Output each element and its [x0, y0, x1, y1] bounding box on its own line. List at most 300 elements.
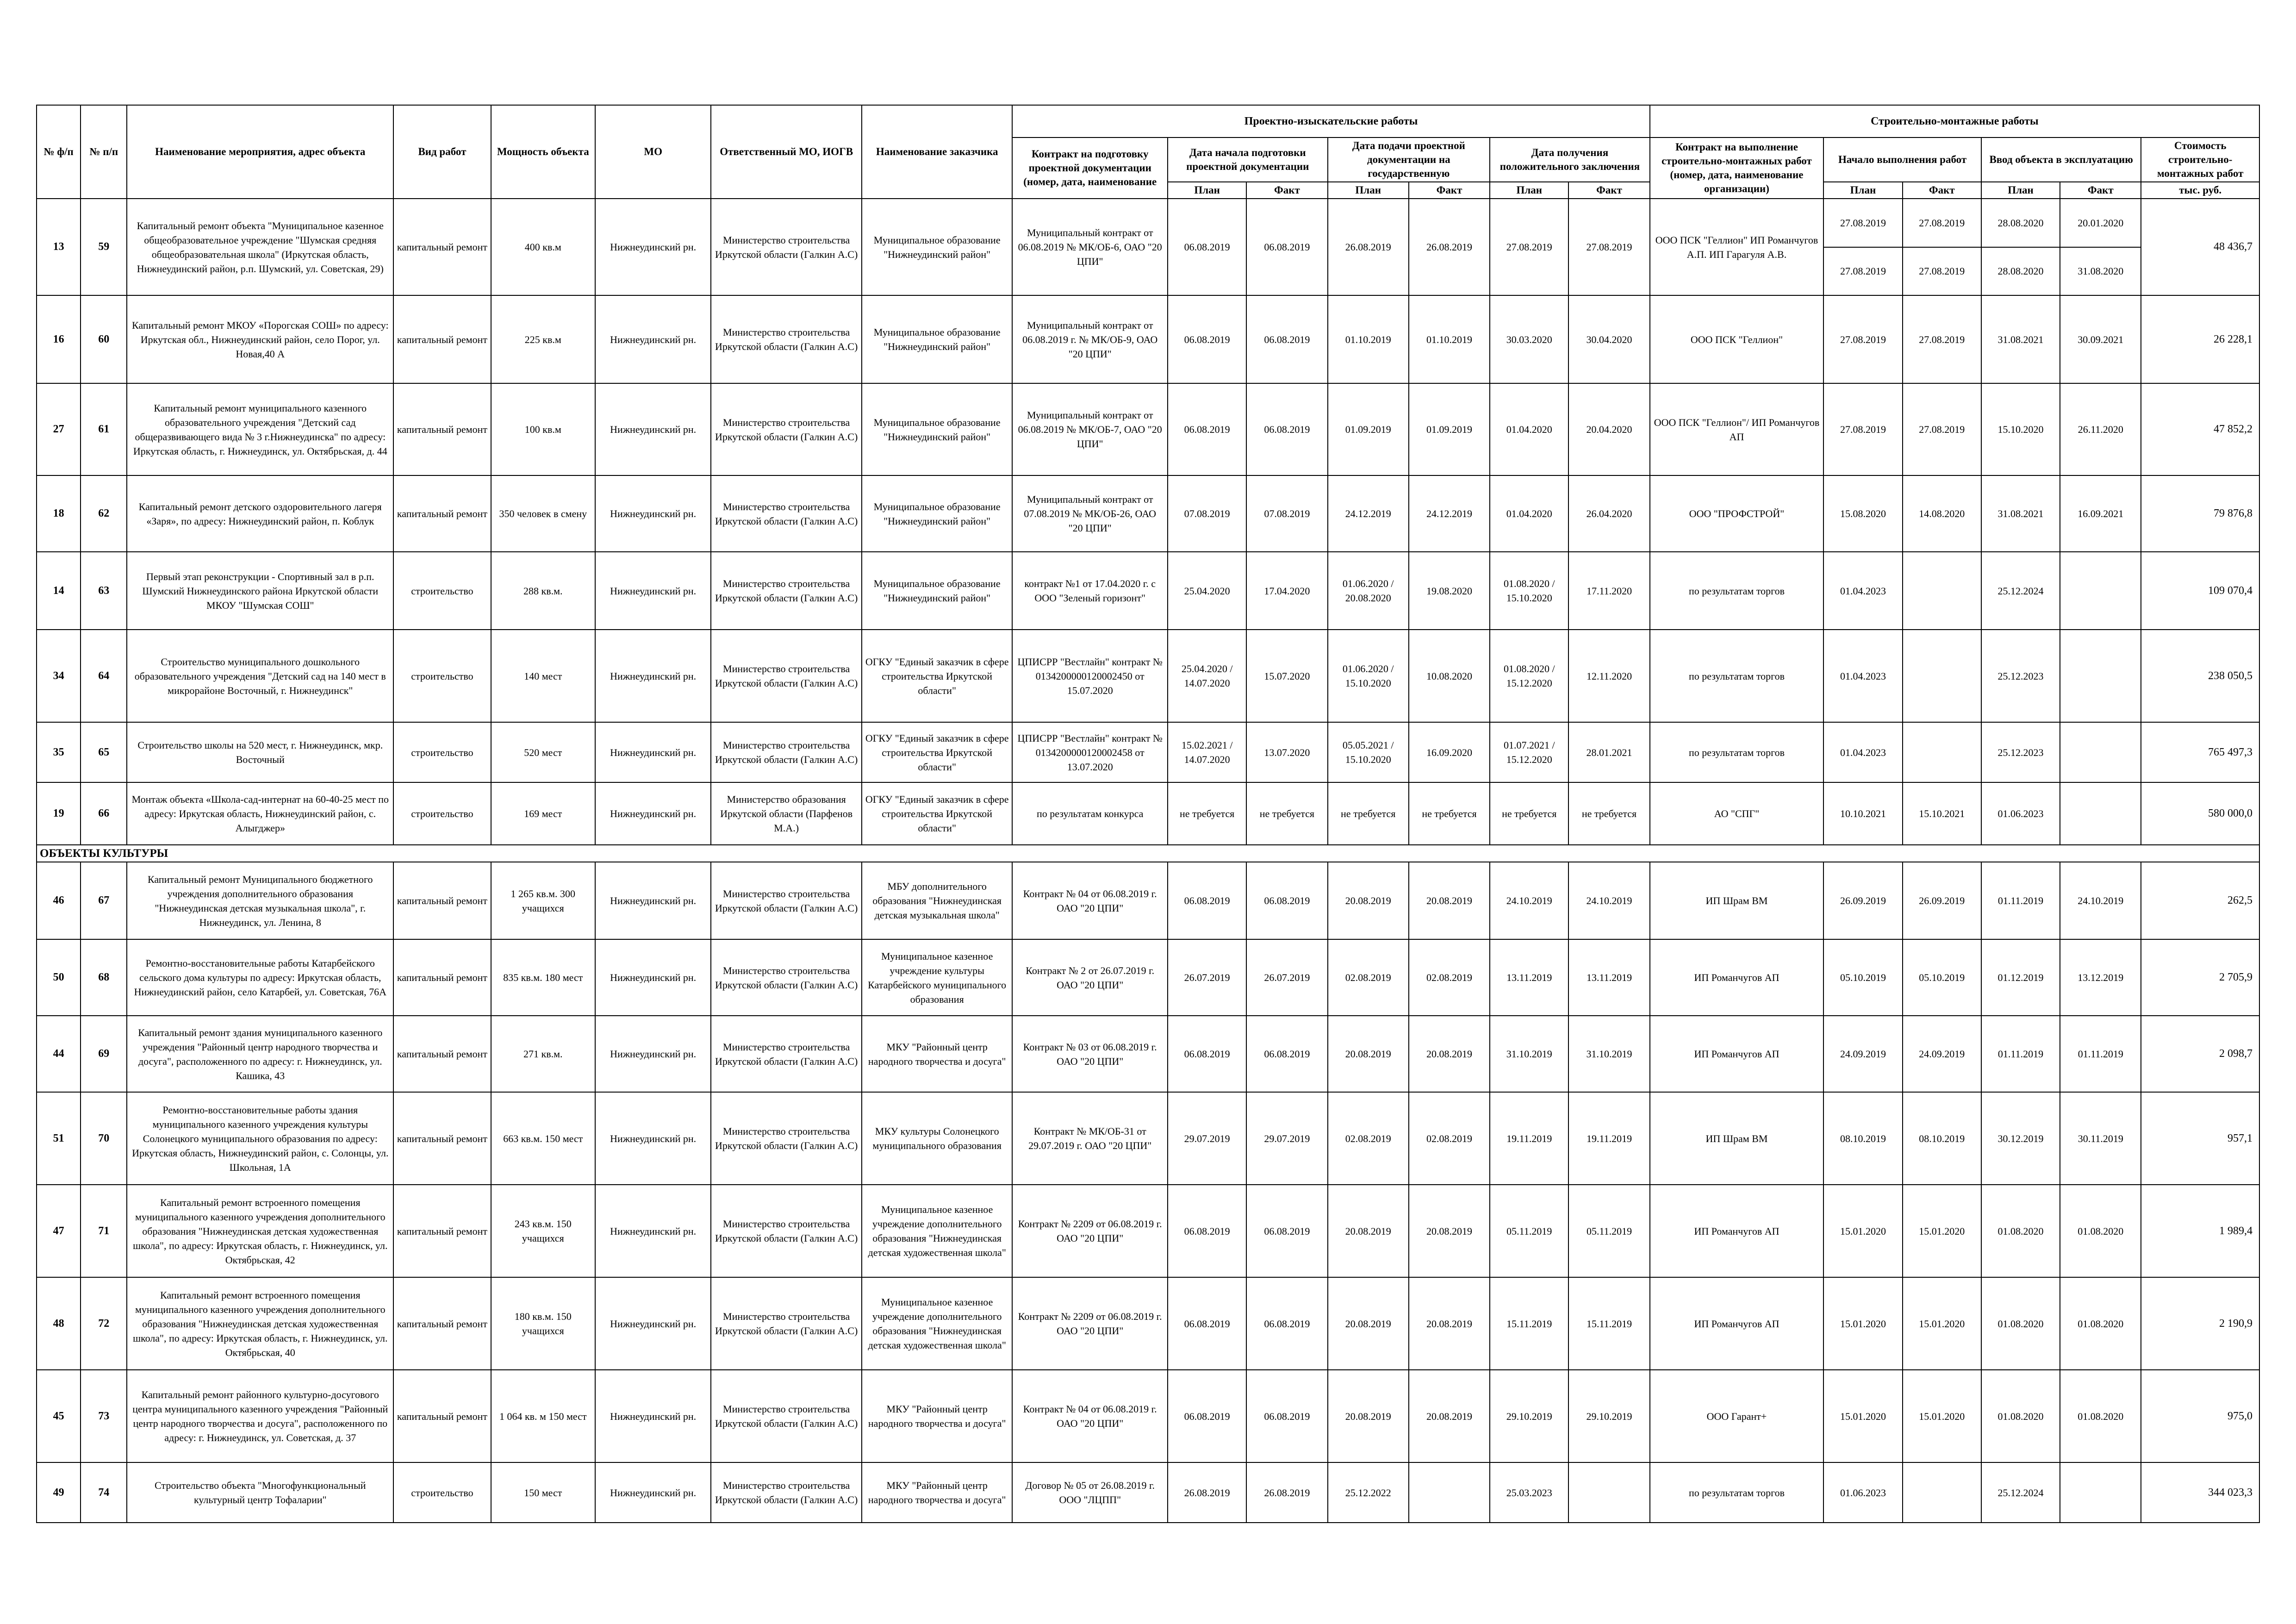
smr-start-fact [1903, 1462, 1981, 1523]
capacity: 180 кв.м. 150 учащихся [491, 1277, 595, 1370]
customer: МБУ дополнительного образования "Нижнеудинская детская музыкальная школа" [862, 862, 1013, 939]
table-row [37, 722, 2259, 782]
cost: 765 497,3 [2141, 722, 2259, 782]
commission-plan: 31.08.2021 [1981, 475, 2060, 552]
header-commission: Ввод объекта в эксплуатацию [1981, 137, 2141, 182]
row-number-pp: 67 [81, 862, 127, 939]
commission-plan: 30.12.2019 [1981, 1092, 2060, 1185]
responsible: Министерство строительства Иркутской области (Галкин А.С) [711, 1092, 862, 1185]
work-type: капитальный ремонт [393, 1185, 491, 1277]
row-number-fp: 49 [37, 1462, 81, 1523]
cost: 26 228,1 [2141, 295, 2259, 383]
smr-start-fact: 05.10.2019 [1903, 939, 1981, 1016]
customer: Муниципальное образование "Нижнеудинский район" [862, 383, 1013, 475]
smr-start-plan: 15.08.2020 [1823, 475, 1902, 552]
header-plan: План [1823, 182, 1902, 199]
design-start-fact: 06.08.2019 [1246, 383, 1327, 475]
smr-start-plan: 24.09.2019 [1823, 1016, 1902, 1092]
docs-submit-plan: 20.08.2019 [1328, 1370, 1409, 1462]
smr-contract: ООО "ПРОФСТРОЙ" [1650, 475, 1824, 552]
row-number-pp: 59 [81, 199, 127, 295]
commission-plan: 25.12.2024 [1981, 552, 2060, 630]
object-name: Капитальный ремонт муниципального казенного образовательного учреждения "Детский сад общеразвивающего вида № 3 г.Нижнеудинска" по адресу: Иркутская область, г. Нижнеудинск, ул. Октябрьская, д. 44 [127, 383, 393, 475]
table-row [37, 862, 2259, 939]
header-fact: Факт [1903, 182, 1981, 199]
design-start-plan: 25.04.2020 / 14.07.2020 [1168, 630, 1246, 722]
header-smr-start: Начало выполнения работ [1823, 137, 1981, 182]
header-unit: тыс. руб. [2141, 182, 2259, 199]
table-row [37, 1462, 2259, 1523]
pir-contract: Контракт № 2 от 26.07.2019 г. ОАО "20 ЦПИ" [1012, 939, 1168, 1016]
customer: Муниципальное образование "Нижнеудинский район" [862, 552, 1013, 630]
conclusion-plan: 01.04.2020 [1490, 475, 1568, 552]
pir-contract: Муниципальный контракт от 06.08.2019 № МК/ОБ-6, ОАО "20 ЦПИ" [1012, 199, 1168, 295]
header-mo: МО [595, 105, 711, 199]
commission-fact-part: 20.01.2020 [2078, 217, 2124, 229]
cost: 1 989,4 [2141, 1185, 2259, 1277]
smr-contract: АО "СПГ" [1650, 782, 1824, 845]
docs-submit-fact: 26.08.2019 [1409, 199, 1490, 295]
section-row [37, 845, 2259, 862]
conclusion-fact: не требуется [1568, 782, 1649, 845]
conclusion-fact: 30.04.2020 [1568, 295, 1649, 383]
cost: 2 098,7 [2141, 1016, 2259, 1092]
pir-contract: Муниципальный контракт от 06.08.2019 № МК/ОБ-7, ОАО "20 ЦПИ" [1012, 383, 1168, 475]
row-number-fp: 34 [37, 630, 81, 722]
docs-submit-fact: 20.08.2019 [1409, 1016, 1490, 1092]
docs-submit-fact: 19.08.2020 [1409, 552, 1490, 630]
conclusion-plan: не требуется [1490, 782, 1568, 845]
conclusion-plan: 05.11.2019 [1490, 1185, 1568, 1277]
design-start-fact: не требуется [1246, 782, 1327, 845]
responsible: Министерство строительства Иркутской области (Галкин А.С) [711, 862, 862, 939]
header-fact: Факт [1246, 182, 1327, 199]
header-responsible: Ответственный МО, ИОГВ [711, 105, 862, 199]
smr-start-fact [1903, 199, 1981, 295]
header-smr-contract: Контракт на выполнение строительно-монтажных работ (номер, дата, наименование организации) [1650, 137, 1824, 199]
conclusion-fact: 20.04.2020 [1568, 383, 1649, 475]
table-row [37, 1370, 2259, 1462]
docs-submit-fact: 16.09.2020 [1409, 722, 1490, 782]
commission-fact: 16.09.2021 [2060, 475, 2141, 552]
work-type: строительство [393, 782, 491, 845]
work-type: строительство [393, 1462, 491, 1523]
mo: Нижнеудинский рн. [595, 1370, 711, 1462]
design-start-fact: 06.08.2019 [1246, 1016, 1327, 1092]
row-number-fp: 47 [37, 1185, 81, 1277]
row-number-fp: 18 [37, 475, 81, 552]
header-capacity: Мощность объекта [491, 105, 595, 199]
design-start-plan: 26.08.2019 [1168, 1462, 1246, 1523]
object-name: Капитальный ремонт детского оздоровительного лагеря «Заря», по адресу: Нижнеудинский район, п. Коблук [127, 475, 393, 552]
capacity: 243 кв.м. 150 учащихся [491, 1185, 595, 1277]
docs-submit-plan: 01.06.2020 / 15.10.2020 [1328, 630, 1409, 722]
work-type: капитальный ремонт [393, 295, 491, 383]
responsible: Министерство строительства Иркутской области (Галкин А.С) [711, 1370, 862, 1462]
capacity: 288 кв.м. [491, 552, 595, 630]
smr-start-fact: 15.10.2021 [1903, 782, 1981, 845]
commission-plan: 01.06.2023 [1981, 782, 2060, 845]
design-start-fact: 06.08.2019 [1246, 1370, 1327, 1462]
pir-contract: Муниципальный контракт от 07.08.2019 № МК/ОБ-26, ОАО "20 ЦПИ" [1012, 475, 1168, 552]
table-row [37, 1185, 2259, 1277]
customer: МКУ "Районный центр народного творчества и досуга" [862, 1370, 1013, 1462]
table-row [37, 475, 2259, 552]
docs-submit-plan: 20.08.2019 [1328, 862, 1409, 939]
design-start-plan: 06.08.2019 [1168, 1016, 1246, 1092]
conclusion-fact: 28.01.2021 [1568, 722, 1649, 782]
cost: 957,1 [2141, 1092, 2259, 1185]
conclusion-fact: 12.11.2020 [1568, 630, 1649, 722]
design-start-fact: 17.04.2020 [1246, 552, 1327, 630]
responsible: Министерство строительства Иркутской области (Галкин А.С) [711, 722, 862, 782]
mo: Нижнеудинский рн. [595, 862, 711, 939]
pir-contract: Муниципальный контракт от 06.08.2019 г. № МК/ОБ-9, ОАО "20 ЦПИ" [1012, 295, 1168, 383]
customer: МКУ культуры Солонецкого муниципального образования [862, 1092, 1013, 1185]
cost: 262,5 [2141, 862, 2259, 939]
row-number-pp: 64 [81, 630, 127, 722]
header-pir-contract: Контракт на подготовку проектной документации (номер, дата, наименование [1012, 137, 1168, 199]
docs-submit-fact: 24.12.2019 [1409, 475, 1490, 552]
design-start-plan: 06.08.2019 [1168, 199, 1246, 295]
header-pir-group: Проектно-изыскательские работы [1012, 105, 1649, 137]
header-npp: № п/п [81, 105, 127, 199]
conclusion-fact: 26.04.2020 [1568, 475, 1649, 552]
object-name: Капитальный ремонт объекта "Муниципальное казенное общеобразовательное учреждение "Шумская средняя общеобразовательная школа" (Иркутская область, Нижнеудинский район, р.п. Шумский, ул. Советская, 29) [127, 199, 393, 295]
capacity: 400 кв.м [491, 199, 595, 295]
customer: Муниципальное образование "Нижнеудинский район" [862, 199, 1013, 295]
commission-fact: 01.11.2019 [2060, 1016, 2141, 1092]
docs-submit-fact: 02.08.2019 [1409, 1092, 1490, 1185]
row-number-fp: 19 [37, 782, 81, 845]
conclusion-fact: 29.10.2019 [1568, 1370, 1649, 1462]
row-number-pp: 63 [81, 552, 127, 630]
header-plan: План [1981, 182, 2060, 199]
docs-submit-fact: 01.10.2019 [1409, 295, 1490, 383]
pir-contract: Договор № 05 от 26.08.2019 г. ООО "ЛЦПП" [1012, 1462, 1168, 1523]
responsible: Министерство строительства Иркутской области (Галкин А.С) [711, 630, 862, 722]
header-npp-fp: № ф/п [37, 105, 81, 199]
customer: Муниципальное казенное учреждение дополнительного образования "Нижнеудинская детская художественная школа" [862, 1277, 1013, 1370]
smr-start-plan-part: 27.08.2019 [1824, 247, 1902, 295]
smr-contract: по результатам торгов [1650, 630, 1824, 722]
conclusion-fact: 27.08.2019 [1568, 199, 1649, 295]
row-number-fp: 44 [37, 1016, 81, 1092]
header-cost: Стоимость строительно-монтажных работ [2141, 137, 2259, 182]
commission-fact: 01.08.2020 [2060, 1185, 2141, 1277]
smr-contract: по результатам торгов [1650, 552, 1824, 630]
design-start-plan: 15.02.2021 / 14.07.2020 [1168, 722, 1246, 782]
smr-contract: по результатам торгов [1650, 1462, 1824, 1523]
table-header [37, 105, 2259, 199]
smr-start-fact: 27.08.2019 [1903, 383, 1981, 475]
header-fact: Факт [2060, 182, 2141, 199]
row-number-pp: 69 [81, 1016, 127, 1092]
design-start-fact: 15.07.2020 [1246, 630, 1327, 722]
smr-start-plan: 01.06.2023 [1823, 1462, 1902, 1523]
object-name: Капитальный ремонт районного культурно-досугового центра муниципального казенного учреждения "Районный центр народного творчества и досуга", расположенного по адресу: г. Нижнеудинск, ул. Советская, д. 37 [127, 1370, 393, 1462]
conclusion-fact: 19.11.2019 [1568, 1092, 1649, 1185]
commission-plan: 25.12.2023 [1981, 722, 2060, 782]
object-name: Капитальный ремонт Муниципального бюджетного учреждения дополнительного образования "Нижнеудинская детская музыкальная школа", г. Нижнеудинск, ул. Ленина, 8 [127, 862, 393, 939]
commission-plan: 01.11.2019 [1981, 862, 2060, 939]
smr-start-fact: 08.10.2019 [1903, 1092, 1981, 1185]
row-number-pp: 66 [81, 782, 127, 845]
docs-submit-fact: не требуется [1409, 782, 1490, 845]
mo: Нижнеудинский рн. [595, 383, 711, 475]
object-name: Строительство муниципального дошкольного образовательного учреждения "Детский сад на 140 мест в микрорайоне Восточный, г. Нижнеудинск" [127, 630, 393, 722]
docs-submit-plan: 01.10.2019 [1328, 295, 1409, 383]
document-sheet [36, 105, 2260, 1523]
customer: МКУ "Районный центр народного творчества и досуга" [862, 1462, 1013, 1523]
capacity: 1 064 кв. м 150 мест [491, 1370, 595, 1462]
commission-fact: 01.08.2020 [2060, 1277, 2141, 1370]
responsible: Министерство образования Иркутской области (Парфенов М.А.) [711, 782, 862, 845]
smr-start-plan: 08.10.2019 [1823, 1092, 1902, 1185]
table-row [37, 939, 2259, 1016]
pir-contract: Контракт № 03 от 06.08.2019 г. ОАО "20 ЦПИ" [1012, 1016, 1168, 1092]
pir-contract: ЦПИСРР "Вестлайн" контракт № 0134200000120002458 от 13.07.2020 [1012, 722, 1168, 782]
customer: ОГКУ "Единый заказчик в сфере строительства Иркутской области" [862, 630, 1013, 722]
design-start-fact: 06.08.2019 [1246, 199, 1327, 295]
commission-fact: 30.09.2021 [2060, 295, 2141, 383]
smr-start-plan: 15.01.2020 [1823, 1277, 1902, 1370]
capacity: 835 кв.м. 180 мест [491, 939, 595, 1016]
smr-start-fact: 15.01.2020 [1903, 1370, 1981, 1462]
cost: 2 190,9 [2141, 1277, 2259, 1370]
pir-contract: Контракт № 2209 от 06.08.2019 г. ОАО "20 ЦПИ" [1012, 1185, 1168, 1277]
capacity: 100 кв.м [491, 383, 595, 475]
conclusion-fact: 31.10.2019 [1568, 1016, 1649, 1092]
cost: 975,0 [2141, 1370, 2259, 1462]
object-name: Монтаж объекта «Школа-сад-интернат на 60-40-25 мест по адресу: Иркутская область, Нижнеудинский район, с. Алыгджер» [127, 782, 393, 845]
design-start-plan: 29.07.2019 [1168, 1092, 1246, 1185]
commission-plan: 15.10.2020 [1981, 383, 2060, 475]
table-row [37, 1016, 2259, 1092]
responsible: Министерство строительства Иркутской области (Галкин А.С) [711, 1462, 862, 1523]
design-start-plan: не требуется [1168, 782, 1246, 845]
mo: Нижнеудинский рн. [595, 782, 711, 845]
header-smr-group: Строительно-монтажные работы [1650, 105, 2259, 137]
customer: Муниципальное казенное учреждение дополнительного образования "Нижнеудинская детская художественная школа" [862, 1185, 1013, 1277]
mo: Нижнеудинский рн. [595, 722, 711, 782]
design-start-plan: 06.08.2019 [1168, 1185, 1246, 1277]
docs-submit-plan: 01.06.2020 / 20.08.2020 [1328, 552, 1409, 630]
docs-submit-plan: не требуется [1328, 782, 1409, 845]
capacity: 1 265 кв.м. 300 учащихся [491, 862, 595, 939]
smr-contract: ИП Шрам ВМ [1650, 862, 1824, 939]
responsible: Министерство строительства Иркутской области (Галкин А.С) [711, 552, 862, 630]
conclusion-plan: 29.10.2019 [1490, 1370, 1568, 1462]
conclusion-fact: 17.11.2020 [1568, 552, 1649, 630]
work-type: капитальный ремонт [393, 383, 491, 475]
smr-start-plan: 27.08.2019 [1823, 295, 1902, 383]
conclusion-fact: 13.11.2019 [1568, 939, 1649, 1016]
customer: ОГКУ "Единый заказчик в сфере строительства Иркутской области" [862, 722, 1013, 782]
construction-table [36, 105, 2260, 1523]
mo: Нижнеудинский рн. [595, 1185, 711, 1277]
object-name: Первый этап реконструкции - Спортивный зал в р.п. Шумский Нижнеудинского района Иркутской области МКОУ "Шумская СОШ" [127, 552, 393, 630]
design-start-fact: 06.08.2019 [1246, 1277, 1327, 1370]
object-name: Капитальный ремонт встроенного помещения муниципального казенного учреждения дополнительного образования "Нижнеудинская детская художественная школа", по адресу: Иркутская область, г. Нижнеудинск, ул. Октябрьская, 42 [127, 1185, 393, 1277]
header-docs-submit: Дата подачи проектной документации на государственную [1328, 137, 1490, 182]
header-plan: План [1490, 182, 1568, 199]
docs-submit-plan: 20.08.2019 [1328, 1185, 1409, 1277]
work-type: капитальный ремонт [393, 1277, 491, 1370]
table-row [37, 295, 2259, 383]
commission-fact: 26.11.2020 [2060, 383, 2141, 475]
smr-start-plan: 26.09.2019 [1823, 862, 1902, 939]
smr-contract: ИП Романчугов АП [1650, 939, 1824, 1016]
smr-start-plan: 01.04.2023 [1823, 552, 1902, 630]
work-type: капитальный ремонт [393, 199, 491, 295]
docs-submit-fact: 02.08.2019 [1409, 939, 1490, 1016]
cost: 580 000,0 [2141, 782, 2259, 845]
commission-plan [1981, 199, 2060, 295]
design-start-plan: 06.08.2019 [1168, 1370, 1246, 1462]
smr-start-fact [1903, 552, 1981, 630]
design-start-fact: 06.08.2019 [1246, 862, 1327, 939]
row-number-pp: 73 [81, 1370, 127, 1462]
row-number-fp: 16 [37, 295, 81, 383]
header-work-type: Вид работ [393, 105, 491, 199]
mo: Нижнеудинский рн. [595, 295, 711, 383]
table-row [37, 383, 2259, 475]
commission-plan: 01.08.2020 [1981, 1277, 2060, 1370]
conclusion-plan: 27.08.2019 [1490, 199, 1568, 295]
row-number-fp: 27 [37, 383, 81, 475]
commission-fact-part: 31.08.2020 [2060, 247, 2140, 295]
design-start-plan: 25.04.2020 [1168, 552, 1246, 630]
object-name: Капитальный ремонт встроенного помещения муниципального казенного учреждения дополнительного образования "Нижнеудинская детская художественная школа", по адресу: Иркутская область, г. Нижнеудинск, ул. Октябрьская, 40 [127, 1277, 393, 1370]
mo: Нижнеудинский рн. [595, 475, 711, 552]
smr-start-fact: 14.08.2020 [1903, 475, 1981, 552]
row-number-pp: 74 [81, 1462, 127, 1523]
design-start-plan: 06.08.2019 [1168, 862, 1246, 939]
row-number-fp: 46 [37, 862, 81, 939]
table-row [37, 1277, 2259, 1370]
mo: Нижнеудинский рн. [595, 939, 711, 1016]
header-design-start: Дата начала подготовки проектной документации [1168, 137, 1328, 182]
design-start-fact: 07.08.2019 [1246, 475, 1327, 552]
smr-start-fact-part: 27.08.2019 [1903, 247, 1981, 295]
conclusion-plan: 30.03.2020 [1490, 295, 1568, 383]
commission-plan: 31.08.2021 [1981, 295, 2060, 383]
work-type: строительство [393, 552, 491, 630]
row-number-pp: 70 [81, 1092, 127, 1185]
design-start-plan: 06.08.2019 [1168, 1277, 1246, 1370]
commission-plan: 01.08.2020 [1981, 1185, 2060, 1277]
smr-start-fact: 24.09.2019 [1903, 1016, 1981, 1092]
cost: 238 050,5 [2141, 630, 2259, 722]
smr-start-plan: 27.08.2019 [1823, 383, 1902, 475]
conclusion-plan: 25.03.2023 [1490, 1462, 1568, 1523]
row-number-fp: 13 [37, 199, 81, 295]
smr-start-plan: 15.01.2020 [1823, 1370, 1902, 1462]
header-fact: Факт [1409, 182, 1490, 199]
docs-submit-plan: 20.08.2019 [1328, 1277, 1409, 1370]
commission-plan-part: 28.08.2020 [1982, 247, 2060, 295]
conclusion-plan: 13.11.2019 [1490, 939, 1568, 1016]
cost: 48 436,7 [2141, 199, 2259, 295]
design-start-plan: 06.08.2019 [1168, 383, 1246, 475]
header-plan: План [1328, 182, 1409, 199]
pir-contract: Контракт № 2209 от 06.08.2019 г. ОАО "20 ЦПИ" [1012, 1277, 1168, 1370]
smr-contract: ИП Романчугов АП [1650, 1277, 1824, 1370]
docs-submit-plan: 05.05.2021 / 15.10.2020 [1328, 722, 1409, 782]
commission-fact: 30.11.2019 [2060, 1092, 2141, 1185]
design-start-fact: 06.08.2019 [1246, 295, 1327, 383]
commission-fact: 01.08.2020 [2060, 1370, 2141, 1462]
row-number-pp: 61 [81, 383, 127, 475]
design-start-fact: 13.07.2020 [1246, 722, 1327, 782]
conclusion-fact: 24.10.2019 [1568, 862, 1649, 939]
responsible: Министерство строительства Иркутской области (Галкин А.С) [711, 939, 862, 1016]
docs-submit-plan: 02.08.2019 [1328, 1092, 1409, 1185]
capacity: 350 человек в смену [491, 475, 595, 552]
responsible: Министерство строительства Иркутской области (Галкин А.С) [711, 1185, 862, 1277]
smr-start-fact: 27.08.2019 [1903, 295, 1981, 383]
work-type: капитальный ремонт [393, 862, 491, 939]
smr-start-plan: 01.04.2023 [1823, 630, 1902, 722]
capacity: 225 кв.м [491, 295, 595, 383]
cost: 109 070,4 [2141, 552, 2259, 630]
docs-submit-fact: 20.08.2019 [1409, 862, 1490, 939]
customer: Муниципальное образование "Нижнеудинский район" [862, 295, 1013, 383]
commission-fact [2060, 722, 2141, 782]
conclusion-plan: 01.08.2020 / 15.12.2020 [1490, 630, 1568, 722]
docs-submit-fact: 20.08.2019 [1409, 1370, 1490, 1462]
smr-start-plan-part: 27.08.2019 [1840, 217, 1886, 229]
mo: Нижнеудинский рн. [595, 1277, 711, 1370]
table-row [37, 552, 2259, 630]
header-name: Наименование мероприятия, адрес объекта [127, 105, 393, 199]
section-title-culture: ОБЪЕКТЫ КУЛЬТУРЫ [37, 845, 2259, 862]
work-type: капитальный ремонт [393, 939, 491, 1016]
smr-start-plan: 01.04.2023 [1823, 722, 1902, 782]
smr-contract: ИП Романчугов АП [1650, 1185, 1824, 1277]
table-row [37, 1092, 2259, 1185]
conclusion-plan: 01.07.2021 / 15.12.2020 [1490, 722, 1568, 782]
work-type: капитальный ремонт [393, 1016, 491, 1092]
commission-fact [2060, 1462, 2141, 1523]
table-row [37, 782, 2259, 845]
object-name: Капитальный ремонт здания муниципального казенного учреждения "Районный центр народного творчества и досуга", расположенного по адресу: г. Нижнеудинск, ул. Кашика, 43 [127, 1016, 393, 1092]
customer: Муниципальное казенное учреждение культуры Катарбейского муниципального образования [862, 939, 1013, 1016]
smr-start-fact: 26.09.2019 [1903, 862, 1981, 939]
row-number-pp: 72 [81, 1277, 127, 1370]
work-type: капитальный ремонт [393, 475, 491, 552]
customer: Муниципальное образование "Нижнеудинский район" [862, 475, 1013, 552]
pir-contract: Контракт № 04 от 06.08.2019 г. ОАО "20 ЦПИ" [1012, 1370, 1168, 1462]
conclusion-plan: 15.11.2019 [1490, 1277, 1568, 1370]
cost: 47 852,2 [2141, 383, 2259, 475]
conclusion-fact: 15.11.2019 [1568, 1277, 1649, 1370]
commission-plan: 01.08.2020 [1981, 1370, 2060, 1462]
row-number-fp: 51 [37, 1092, 81, 1185]
design-start-fact: 06.08.2019 [1246, 1185, 1327, 1277]
conclusion-plan: 31.10.2019 [1490, 1016, 1568, 1092]
docs-submit-fact [1409, 1462, 1490, 1523]
pir-contract: по результатам конкурса [1012, 782, 1168, 845]
design-start-plan: 07.08.2019 [1168, 475, 1246, 552]
table-row [37, 199, 2259, 295]
table-row [37, 630, 2259, 722]
commission-fact [2060, 782, 2141, 845]
smr-start-fact [1903, 630, 1981, 722]
row-number-fp: 50 [37, 939, 81, 1016]
smr-start-fact-part: 27.08.2019 [1919, 217, 1965, 229]
